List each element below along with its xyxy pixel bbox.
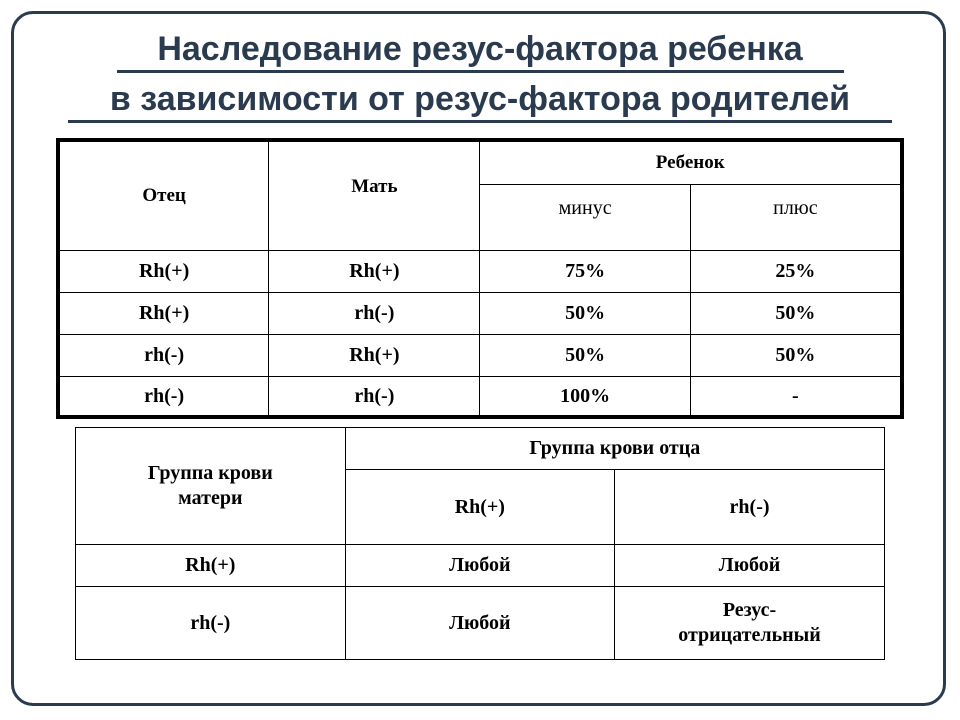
- t2-row1-pos: Любой: [345, 545, 614, 587]
- header-mother: Мать: [269, 141, 480, 251]
- header-plus: плюс: [690, 185, 901, 251]
- row2-mother: rh(-): [269, 293, 480, 335]
- row4-plus: -: [690, 377, 901, 417]
- header-child: Ребенок: [480, 141, 902, 185]
- title-line-1: Наследование резус-фактора ребенка: [157, 30, 803, 68]
- t2-row1-mother: Rh(+): [76, 545, 346, 587]
- row1-mother: Rh(+): [269, 251, 480, 293]
- row4-minus: 100%: [480, 377, 690, 417]
- t2-row2-mother: rh(-): [76, 587, 346, 660]
- row2-father: Rh(+): [59, 293, 269, 335]
- header-father: Отец: [59, 141, 269, 251]
- row3-father: rh(-): [59, 335, 269, 377]
- t2-row1-neg: Любой: [615, 545, 885, 587]
- blood-group-table: [75, 427, 885, 660]
- t2-row2-neg: [615, 587, 885, 660]
- row3-mother: Rh(+): [269, 335, 480, 377]
- row3-minus: 50%: [480, 335, 690, 377]
- rh-inheritance-table: [57, 139, 903, 418]
- row1-plus: 25%: [690, 251, 901, 293]
- title-underline-2: [68, 120, 892, 123]
- header-minus: минус: [480, 185, 690, 251]
- row1-minus: 75%: [480, 251, 690, 293]
- row1-father: Rh(+): [59, 251, 269, 293]
- t2-row2-pos: Любой: [345, 587, 614, 660]
- header-father-rh-neg: rh(-): [615, 470, 885, 545]
- header-mother-group: [76, 428, 346, 545]
- row2-plus: 50%: [690, 293, 901, 335]
- header-father-rh-pos: Rh(+): [345, 470, 614, 545]
- t2-row2-neg-text: Резус-отрицательный: [678, 599, 821, 646]
- row4-mother: rh(-): [269, 377, 480, 417]
- header-mother-group-text: Группа крови матери: [147, 462, 273, 509]
- row4-father: rh(-): [59, 377, 269, 417]
- row2-minus: 50%: [480, 293, 690, 335]
- title-underline-1: [117, 70, 844, 73]
- header-father-group: Группа крови отца: [345, 428, 884, 470]
- title-line-2: в зависимости от резус-фактора родителей: [109, 80, 851, 118]
- row3-plus: 50%: [690, 335, 901, 377]
